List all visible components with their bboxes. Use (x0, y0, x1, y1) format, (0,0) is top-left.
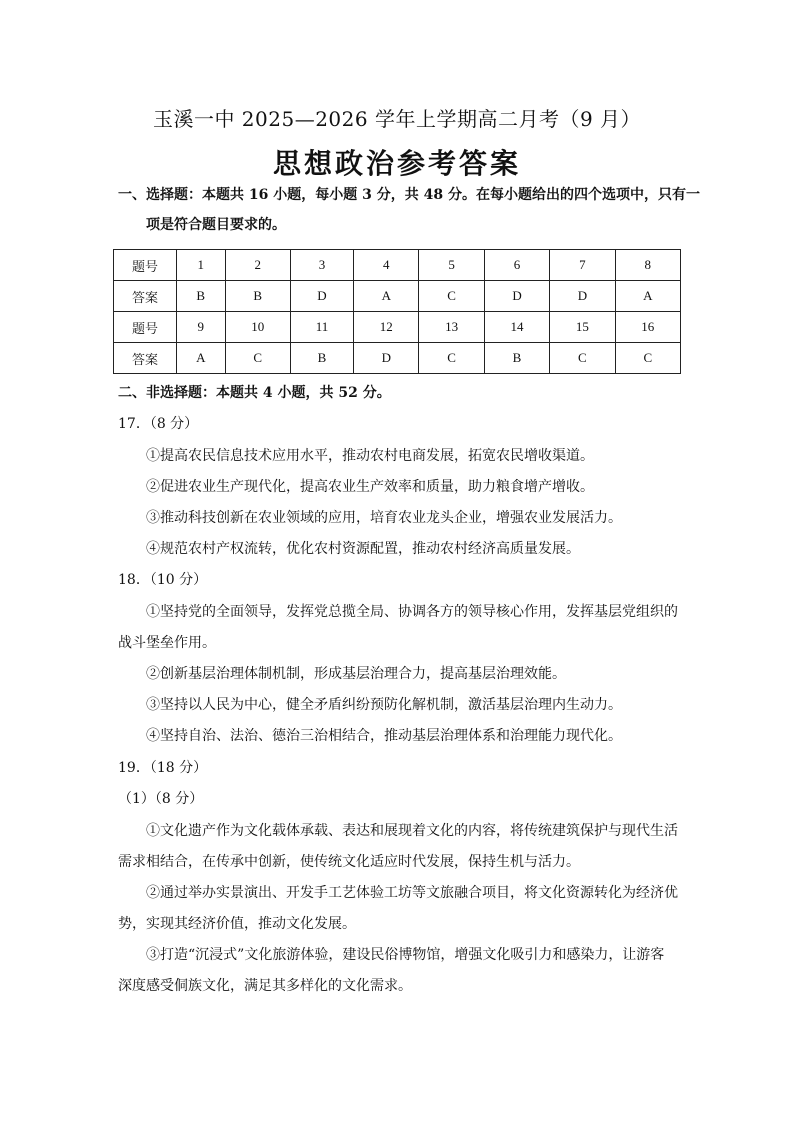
table-cell: C (225, 343, 290, 374)
q18-heading: 18．（10 分） (118, 572, 208, 588)
section1-instructions-line1: 一、选择题：本题共 16 小题，每小题 3 分，共 48 分。在每小题给出的四个选项中，只有一 (118, 187, 700, 203)
table-cell: 1 (177, 250, 226, 281)
table-cell: 9 (177, 312, 226, 343)
table-cell: 15 (550, 312, 615, 343)
table-cell: 11 (290, 312, 353, 343)
q17-point-2: ②促进农业生产现代化，提高农业生产效率和质量，助力粮食增产增收。 (146, 479, 594, 495)
q19-point-3-line2: 深度感受侗族文化，满足其多样化的文化需求。 (118, 978, 412, 994)
q17-point-4: ④规范农村产权流转，优化农村资源配置，推动农村经济高质量发展。 (146, 541, 580, 557)
q19-point-2-line1: ②通过举办实景演出、开发手工艺体验工坊等文旅融合项目，将文化资源转化为经济优 (146, 885, 678, 901)
table-row-label: 题号 (114, 312, 177, 343)
answer-table (113, 249, 681, 374)
table-cell: B (484, 343, 549, 374)
q19-point-2-line2: 势，实现其经济价值，推动文化发展。 (118, 916, 356, 932)
q17-heading: 17．（8 分） (118, 416, 199, 432)
table-cell: 8 (615, 250, 680, 281)
table-cell: A (354, 281, 419, 312)
table-cell: D (550, 281, 615, 312)
q17-point-3: ③推动科技创新在农业领域的应用，培育农业龙头企业，增强农业发展活力。 (146, 510, 622, 526)
q18-point-1-line2: 战斗堡垒作用。 (118, 635, 216, 651)
table-cell: 2 (225, 250, 290, 281)
q18-point-3: ③坚持以人民为中心，健全矛盾纠纷预防化解机制，激活基层治理内生动力。 (146, 697, 622, 713)
table-cell: 5 (419, 250, 484, 281)
q19-heading: 19．（18 分） (118, 760, 208, 776)
table-cell: 10 (225, 312, 290, 343)
table-cell: 4 (354, 250, 419, 281)
table-cell: 6 (484, 250, 549, 281)
q18-point-4: ④坚持自治、法治、德治三治相结合，推动基层治理体系和治理能力现代化。 (146, 728, 622, 744)
q18-point-1-line1: ①坚持党的全面领导，发挥党总揽全局、协调各方的领导核心作用，发挥基层党组织的 (146, 604, 678, 620)
q19-point-3-line1: ③打造“沉浸式”文化旅游体验，建设民俗博物馆，增强文化吸引力和感染力，让游客 (146, 947, 665, 963)
table-cell: B (290, 343, 353, 374)
q17-point-1: ①提高农民信息技术应用水平，推动农村电商发展，拓宽农民增收渠道。 (146, 448, 594, 464)
table-cell: D (354, 343, 419, 374)
table-cell: D (290, 281, 353, 312)
table-cell: C (615, 343, 680, 374)
table-cell: 13 (419, 312, 484, 343)
exam-title: 玉溪一中 2025—2026 学年上学期高二月考（9 月） (152, 107, 642, 131)
table-row (114, 250, 681, 281)
table-cell: 14 (484, 312, 549, 343)
table-cell: 3 (290, 250, 353, 281)
table-row (114, 343, 681, 374)
table-cell: A (615, 281, 680, 312)
table-row (114, 312, 681, 343)
section1-instructions-line2: 项是符合题目要求的。 (146, 217, 286, 233)
section2-heading: 二、非选择题：本题共 4 小题，共 52 分。 (118, 385, 391, 401)
table-row (114, 281, 681, 312)
table-cell: C (419, 343, 484, 374)
table-cell: B (177, 281, 226, 312)
table-cell: D (484, 281, 549, 312)
table-cell: A (177, 343, 226, 374)
table-cell: 7 (550, 250, 615, 281)
q19-sub1-heading: （1）（8 分） (118, 791, 204, 807)
table-row-label: 答案 (114, 281, 177, 312)
q19-point-1-line1: ①文化遗产作为文化载体承载、表达和展现着文化的内容，将传统建筑保护与现代生活 (146, 823, 678, 839)
table-cell: 12 (354, 312, 419, 343)
page-title: 思想政治参考答案 (272, 147, 521, 180)
table-row-label: 答案 (114, 343, 177, 374)
table-cell: 16 (615, 312, 680, 343)
table-row-label: 题号 (114, 250, 177, 281)
q18-point-2: ②创新基层治理体制机制，形成基层治理合力，提高基层治理效能。 (146, 666, 566, 682)
table-cell: C (550, 343, 615, 374)
table-cell: C (419, 281, 484, 312)
table-cell: B (225, 281, 290, 312)
q19-point-1-line2: 需求相结合，在传承中创新，使传统文化适应时代发展，保持生机与活力。 (118, 854, 580, 870)
